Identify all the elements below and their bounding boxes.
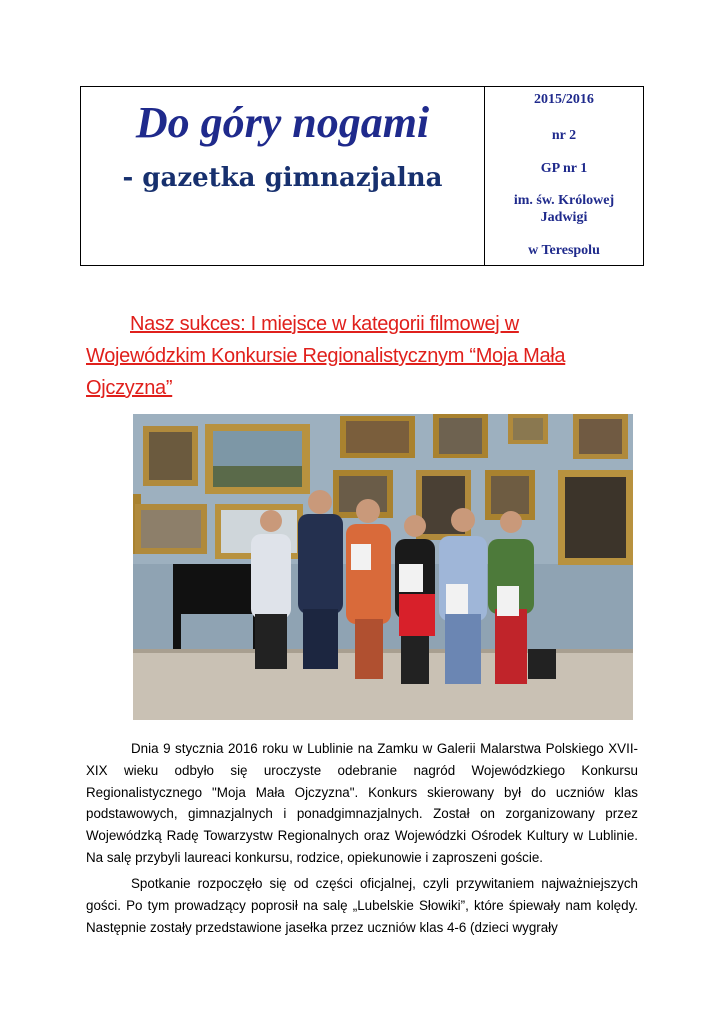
- school-year: 2015/2016: [534, 92, 594, 107]
- article-photo: [133, 414, 633, 720]
- article-paragraph-1: Dnia 9 stycznia 2016 roku w Lublinie na Zamku w Galerii Malarstwa Polskiego XVII-XIX wieku odbyło się uroczyste odebranie nagród Wojewódzkiego Konkursu Regionalistycznego "Moja Mała Ojczyzna". Konkurs skierowany był do uczniów klas podstawowych, gimnazjalnych i ponadgimnazjalnych. Został on zorganizowany przez Wojewódzką Radę Towarzystw Regionalnych oraz Wojewódzki Ośrodek Kultury w Lublinie. Na salę przybyli laureaci konkursu, rodzice, opiekunowie i zaproszeni goście.: [86, 741, 638, 865]
- patron-line-1: im. św. Królowej: [513, 193, 615, 208]
- heading-line-1: Nasz sukces: I miejsce w kategorii filmowej w: [130, 313, 519, 335]
- school-town: w Terespolu: [528, 243, 600, 258]
- masthead-info-cell: [485, 87, 643, 265]
- school-code: GP nr 1: [540, 161, 588, 176]
- heading-line-2: Wojewódzkim Konkursie Regionalistycznym “Moja Mała: [86, 345, 566, 367]
- newspaper-subtitle: - gazetka gimnazjalna: [122, 163, 443, 193]
- heading-line-3: Ojczyzna”: [86, 377, 173, 399]
- award-ceremony-photo: [133, 414, 633, 720]
- article-paragraph-2: Spotkanie rozpoczęło się od części oficjalnej, czyli przywitaniem najważniejszych gości. Po tym prowadzący poprosił na salę „Lubelskie Słowiki”, które śpiewały nam kolędy. Następnie zostały przedstawione jasełka przez uczniów klas 4-6 (dzieci wygrały: [86, 876, 638, 935]
- issue-number: nr 2: [551, 128, 577, 143]
- masthead-title-cell: [81, 87, 485, 265]
- masthead: [80, 86, 644, 266]
- newspaper-title: Do góry nogami: [135, 98, 430, 147]
- patron-line-2: Jadwigi: [540, 210, 588, 225]
- article-heading: [86, 308, 646, 404]
